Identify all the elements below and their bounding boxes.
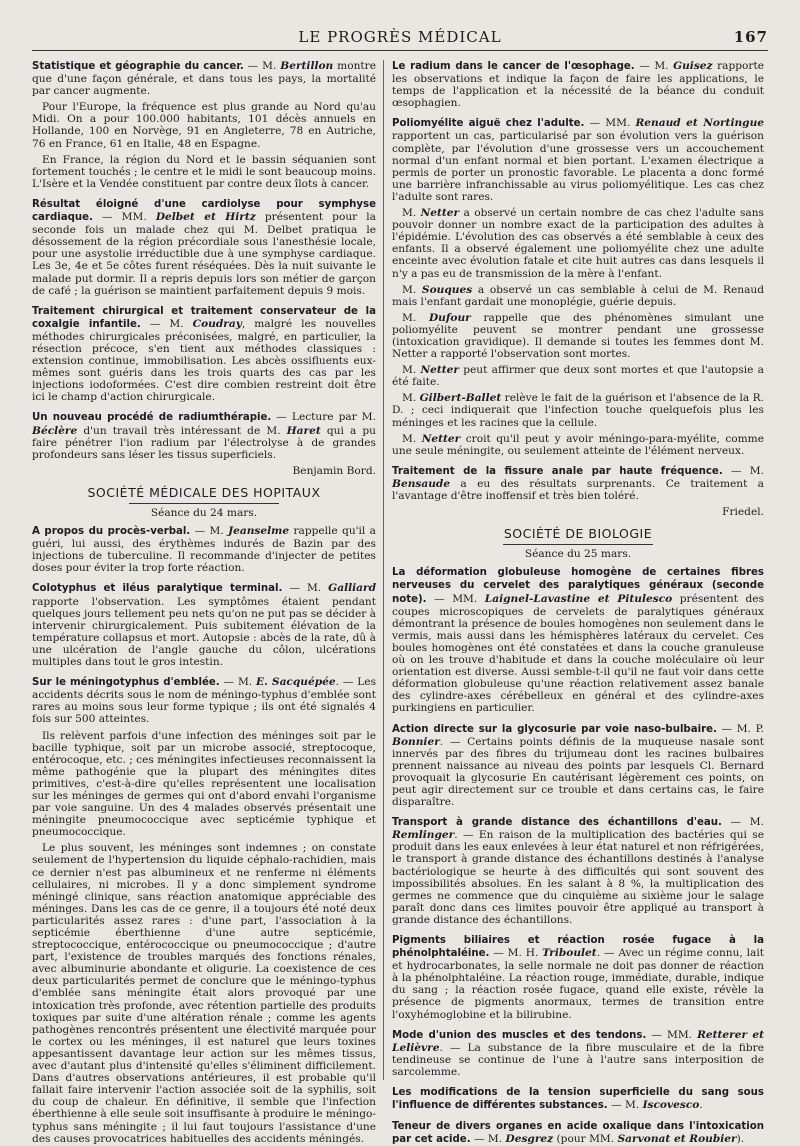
author-name: Dufour: [428, 311, 471, 324]
article-title: Transport à grande distance des échantillons d'eau.: [392, 817, 722, 829]
article-text: . — La substance de la fibre musculaire et de la fibre tendineuse se continue de l'une à l'autre sans interposition de sarcolemme.: [392, 1041, 764, 1078]
author-name: Souques: [421, 283, 473, 296]
article-text: — MM.: [646, 1028, 698, 1041]
author-name: Netter: [420, 207, 460, 220]
article-text: — MM.: [92, 211, 156, 224]
article-text: (pour MM.: [553, 1133, 618, 1146]
article-text: rappelle qu'il a guéri, lui aussi, des érythèmes indurés de Bazin par des injections de tuberculine. Il recommande d'injecter de petites doses pour éviter la trop forte réaction.: [32, 525, 376, 575]
author-name: Haret: [286, 424, 321, 437]
author-name: Netter: [421, 432, 461, 445]
signature: Friedel.: [722, 506, 764, 519]
article-title: Résultat éloigné d'une cardiolyse pour symphyse cardiaque.: [32, 198, 376, 224]
article-text: — M.: [470, 1133, 506, 1146]
author-name: Bonnier: [392, 735, 440, 748]
article-text: M.: [402, 311, 429, 324]
article-title: Statistique et géographie du cancer.: [32, 61, 244, 72]
article-text: — M.: [634, 60, 674, 72]
article-text: . — Les accidents décrits sous le nom de méningo-typhus d'emblée sont rares au moins sous leur forme typique ; ils ont été signalés 4 fois sur 500 atteintes.: [32, 676, 376, 726]
article-title: Sur le méningotyphus d'emblée.: [32, 677, 220, 689]
article-text: — M. P.: [716, 722, 764, 735]
article-poliomyelite: [392, 117, 764, 203]
journal-title: LE PROGRÈS MÉDICAL: [298, 28, 502, 46]
author-name: Bensaude: [392, 477, 451, 490]
article-text: — M.: [190, 525, 229, 538]
article-cancer-statistics: [32, 60, 376, 97]
article-text: M.: [402, 432, 422, 445]
article-text: qui a pu faire pénétrer l'ion radium par l'électrolyse à de grandes profondeurs sans léser les tissus superficiels.: [32, 424, 376, 461]
article-text: montre que d'une façon générale, et dans tous les pays, la mortalité par cancer augmente.: [32, 60, 376, 98]
author-name: Delbet et Hirtz: [155, 211, 256, 224]
article-coxalgie: [32, 305, 376, 404]
article-title: Poliomyélite aiguë chez l'adulte.: [392, 118, 585, 130]
paragraph: Pour l'Europe, la fréquence est plus grande au Nord qu'au Midi. On a pour 100.000 habitants, 101 décès annuels en Hollande, 100 en Norvège, 91 en Angleterre, 78 en Autriche, 76 en France, 61 en Italie, 48 en Espagne.: [32, 101, 376, 150]
article-text: — MM.: [426, 592, 485, 605]
author-name: Galliard: [328, 582, 376, 595]
article-echantillons-eau: [392, 816, 764, 926]
article-text: — M. H.: [489, 947, 543, 960]
article-text: — Lecture par M.: [271, 411, 377, 424]
article-text: rappelle que des phénomènes simulant une poliomyélite peuvent se montrer pendant une grossesse (intoxication gravidique). Il demande si toutes les femmes dont M. Netter a rapporté l'observation sont mortes.: [392, 311, 764, 361]
article-deformation-globuleuse: [392, 566, 764, 714]
article-text: croit qu'il peut y avoir méningo-para-myélite, comme une seule méningite, ou seulement atteinte de l'élément nerveux.: [392, 432, 764, 457]
article-radiumtherapie: [32, 411, 376, 460]
author-name: Gilbert-Ballet: [419, 392, 502, 405]
page-header: [32, 26, 768, 51]
article-title: Traitement chirurgical et traitement conservateur de la coxalgie infantile.: [32, 305, 376, 330]
signature: Benjamin Bord.: [292, 464, 376, 477]
article-text: . — Avec un régime connu, lait et hydrocarbonates, la selle normale ne doit pas donner de réaction à la phénolphtaléine. La réaction rouge, immédiate, durable, indique du sang ; la réaction rosée fugace, quand elle existe, révèle la présence de pigments anormaux, termes de transition entre l'oxyhémoglobine et la bilirubine.: [392, 947, 764, 1021]
article-text: présentent des coupes microscopiques de cervelets de paralytiques généraux démontrant la présence de boules homogènes non seulement dans le vermis, mais aussi dans les hémisphères latéraux du cervelet. Ces boules homogènes ont été constatées et dans la couche granuleuse où on les trouve d'habitude et dans la couche moléculaire où leur orientation est diverse. Aussi semble-t-il qu'il ne faut voir dans cette déformation globuleuse qu'une réaction relativement assez banale des cylindre-axes cérébelleux en général et des cylindre-axes purkingiens en particulier.: [392, 592, 764, 715]
article-text: — M.: [282, 582, 329, 595]
author-name: Béclère: [32, 424, 78, 437]
article-title: Mode d'union des muscles et des tendons.: [392, 1029, 647, 1041]
article-text: rapporte l'observation. Les symptômes étaient pendant quelques jours tellement peu nets qu'on ne put pas se décider à intervenir chirurgicalement. Puis subitement élévation de la température collapsus et mort. Autopsie : abcès de la rate, dû à une ulcération de l'angle gauche du côlon, ulcérations multiples dans tout le gros intestin.: [32, 595, 376, 669]
author-name: Jeanselme: [228, 525, 290, 538]
article-colotyphus: [32, 582, 376, 668]
paragraph: [392, 284, 764, 308]
right-column: [392, 60, 765, 1146]
article-text: , malgré les nouvelles méthodes chirurgicales préconisées, malgré, en particulier, la résection précoce, s'en tient aux méthodes classiques : extension continue, immobilisation. Les abcès ossifluents eux-mêmes sont guéris dans les trois quarts des cas par les injections iodoformées. C'est dire combien restreint doit être ici le champ d'action chirurgicale.: [32, 317, 376, 404]
article-text: d'un travail très intéressant de M.: [77, 424, 287, 437]
author-name: Guisez: [673, 60, 713, 72]
paragraph: En France, la région du Nord et le bassin séquanien sont fortement touchés ; le centre et le midi le sont beaucoup moins. L'Isère et la Vendée constituent par contre deux îlots à cancer.: [32, 153, 376, 190]
author-name: Netter: [420, 364, 460, 377]
article-text: a observé un cas semblable à celui de M. Renaud mais l'enfant gardait une monoplégie, guérie depuis.: [392, 283, 764, 308]
author-name: Remlinger: [392, 829, 455, 842]
article-radium-oesophage: [392, 60, 764, 109]
article-title: Action directe sur la glycosurie par voie naso-bulbaire.: [392, 723, 717, 735]
article-cardiolyse: [32, 198, 376, 297]
page-number: 167: [733, 28, 768, 46]
author-name: Triboulet: [542, 947, 597, 960]
author-name: Iscovesco: [642, 1099, 700, 1112]
article-text: M.: [402, 364, 421, 377]
column-divider: [383, 60, 384, 1080]
heading-rule: [503, 544, 653, 545]
article-muscles-tendons: [392, 1029, 764, 1078]
session-date: Séance du 25 mars.: [524, 548, 632, 561]
article-text: .: [699, 1099, 703, 1112]
paragraph: Ils relèvent parfois d'une infection des méninges soit par le bacille typhique, soit par un microbe associé, streptocoque, entérocoque, etc. ; ces méningites infectieuses reconnaissent la même pathogénie que la plupart des méningites dites primitives, c'est-à-dire qu'elles représentent une localisation sur les méninges de germes qui ont d'abord envahi l'organisme par voie sanguine. Un des 4 malades observés présentait une méningite pneumococcique avec septicémie typhique et pneumococcique.: [32, 729, 376, 839]
article-text: a observé un certain nombre de cas chez l'adulte sans pouvoir donner un nombre exact de la participation des adultes à l'épidémie. L'évolution des cas observés a été semblable à ceux des enfants. Il a observé également une poliomyélite chez une adulte enceinte avec évolution fatale et cite huit autres cas dans lesquels il n'y a pas eu de transmission de la mère à l'enfant.: [392, 207, 764, 280]
author-name: Laignel-Lavastine et Pitulesco: [484, 592, 673, 605]
article-text: — M.: [140, 317, 193, 330]
author-name: Coudray: [192, 317, 242, 330]
article-meningotyphus: [32, 676, 376, 725]
article-text: . — En raison de la multiplication des bactéries qui se produit dans les eaux enlevées à leur état naturel et non réfrigérées, le transport à grande distance des échantillons destinés à l'analyse bactériologique se heurte à des difficultés qui sont souvent des impossibilités absolues. En les salant à 8 %, la multiplication des germes ne commence que du cinquième au sixième jour le salage paraît donc dans ces limites pouvoir être appliqué au transport à grande distance des échantillons.: [392, 829, 764, 926]
article-title: Traitement de la fissure anale par haute fréquence.: [392, 465, 723, 477]
paragraph: [392, 392, 764, 428]
article-text: — M.: [722, 464, 764, 477]
session-date: Séance du 24 mars.: [150, 507, 258, 519]
article-tension-superficielle: [392, 1086, 764, 1112]
article-title: Le radium dans le cancer de l'œsophage.: [392, 61, 635, 72]
article-text: M.: [402, 207, 421, 220]
section-heading: SOCIÉTÉ DE BIOLOGIE: [503, 526, 653, 542]
paragraph: [392, 364, 764, 388]
article-glycosurie: [392, 723, 764, 809]
article-title: Teneur de divers organes en acide oxalique dans l'intoxication par cet acide.: [392, 1121, 764, 1146]
left-column: [32, 60, 377, 1145]
article-pigments-biliaires: [392, 934, 764, 1021]
heading-rule: [129, 503, 279, 504]
article-text: . — Certains points définis de la muqueuse nasale sont innervés par des fibres du trijumeau dont les racines bulbaires prennent naissance au niveau des points par lesquels Cl. Bernard provoquait la glycosurie En cautérisant légèrement ces points, on peut agir directement sur ce trouble et dans certains cas, le faire disparaître.: [392, 735, 764, 809]
article-text: a eu des résultats surprenants. Ce traitement a l'avantage d'être inoffensif et très bien toléré.: [392, 477, 764, 502]
article-text: M.: [402, 392, 420, 405]
article-title: Pigments biliaires et réaction rosée fugace à la phénolphtaléine.: [392, 935, 764, 960]
paragraph: [392, 433, 764, 457]
article-text: relève le fait de la guérison et l'absence de la R. D. ; ceci indiquerait que l'infection touche quelquefois plus les méninges et les racines que la cellule.: [392, 392, 764, 429]
article-text: — M.: [243, 60, 281, 72]
author-name: Retterer et Lelièvre: [392, 1028, 764, 1054]
author-name: Renaud et Nortingue: [635, 117, 765, 130]
paragraph: Le plus souvent, les méninges sont indemnes ; on constate seulement de l'hypertension du liquide céphalo-rachidien, mais ce dernier n'est pas albumineux et ne renferme ni éléments cellulaires, ni microbes. Il y a donc simplement syndrome méningé clinique, sans réaction anatomique appréciable des méninges. Dans les cas de ce genre, il a toujours été noté deux particularités assez rares : d'une part, l'association à la septicémie éberthienne d'une autre septicémie, streptococcique, entérococcique ou pneumococcique ; d'autre part, l'existence de troubles marqués des fonctions rénales, avec albuminurie abondante et oligurie. La coexistence de ces deux particularités permet de conclure que le méningo-typhus d'emblée sans méningite était alors provoqué par une intoxication très profonde, avec rétention partielle des produits toxiques par suite d'une altération rénale ; comme les agents pathogènes rencontrés présentent une électivité marquée pour le cortex ou les méninges, il est naturel que leurs toxines appesantissent davantage leur action sur les mêmes tissus, avec d'autant plus d'intensité qu'elles s'éliminent difficilement. Dans d'autres observations antérieures, il est probable qu'il fallait faire intervenir l'action associée soit de la syphilis, soit du coup de chaleur. En définitive, il semble que l'infection éberthienne à elle seule soit insuffisante à produire le méningo-typhus sans méningite ; il lui faut toujours l'assistance d'une des causes provocatrices habituelles des accidents méningés.: [32, 842, 376, 1145]
section-heading: SOCIÉTÉ MÉDICALE DES HOPITAUX: [87, 484, 321, 500]
article-text: — M.: [607, 1099, 643, 1112]
article-title: A propos du procès-verbal.: [32, 526, 191, 538]
paragraph: [392, 312, 764, 360]
article-text: — M.: [219, 676, 256, 689]
article-text: ).: [736, 1133, 745, 1146]
article-text: rapporte les observations et indique la façon de faire les applications, le temps de l'application et la nécessité de la béance du conduit œsophagien.: [392, 60, 764, 110]
article-text: — M.: [721, 816, 764, 829]
author-name: Desgrez: [505, 1133, 554, 1146]
article-title: Colotyphus et iléus paralytique terminal.: [32, 583, 283, 595]
article-title: Un nouveau procédé de radiumthérapie.: [32, 412, 272, 424]
article-text: présentent pour la seconde fois un malade chez qui M. Delbet pratiqua le désossement de la région précordiale sous l'anesthésie locale, pour une asystolie irréductible due à une symphyse cardiaque. Les 3e, 4e et 5e côtes furent réséquées. Dès la nuit suivante le malade put dormir. Il a repris depuis lors son métier de garçon de café ; la guérison se maintient parfaitement depuis 9 mois.: [32, 211, 376, 297]
article-text: — MM.: [584, 117, 636, 130]
author-name: Sarvonat et Roubier: [617, 1133, 737, 1146]
article-text: M.: [402, 283, 422, 296]
article-fissure-anale: [392, 465, 764, 502]
author-name: Bertillon: [280, 60, 334, 72]
author-name: E. Sacquépée: [256, 676, 336, 689]
article-text: rapportent un cas, particularisé par son évolution vers la guérison complète, par l'évolution d'une grossesse vers un accouchement normal d'un enfant normal et bien portant. L'examen électrique a permis de porter un pronostic favorable. Le placenta a donc formé une barrière infranchissable au virus poliomyélitique. Les cas chez l'adulte sont rares.: [392, 130, 764, 203]
article-acide-oxalique: [392, 1120, 764, 1146]
article-title: La déformation globuleuse homogène de certaines fibres nerveuses du cervelet des paralytiques généraux (seconde note).: [392, 567, 764, 605]
article-proces-verbal: [32, 525, 376, 574]
article-title: Les modifications de la tension superficielle du sang sous l'influence de différentes substances.: [392, 1087, 764, 1112]
article-text: peut affirmer que deux sont mortes et que l'autopsie a été faite.: [392, 364, 764, 389]
paragraph: [392, 207, 764, 280]
